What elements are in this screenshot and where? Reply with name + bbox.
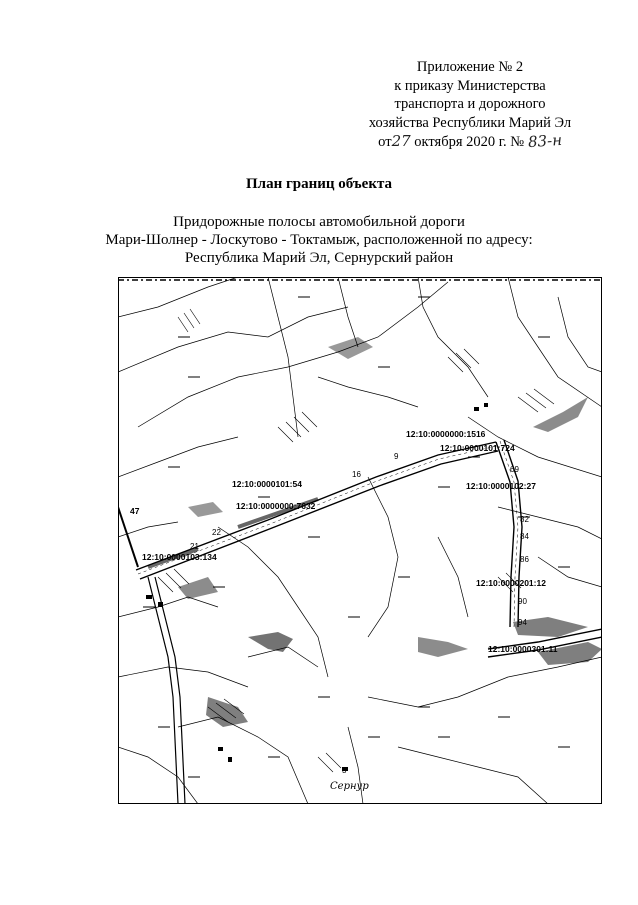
order-number-handwritten: 83-н xyxy=(527,130,563,152)
annex-line-3: транспорта и дорожного xyxy=(394,96,546,112)
cadastral-label: 12:10:0000101:724 xyxy=(440,443,515,453)
page-subtitle xyxy=(0,213,638,267)
cadastral-label: 12:10:0000000:1516 xyxy=(406,429,486,439)
point-label: 21 xyxy=(190,542,199,551)
date-day-handwritten: 27 xyxy=(391,132,411,150)
point-label: 94 xyxy=(518,618,527,627)
annex-line-4: хозяйства Республики Марий Эл xyxy=(368,114,572,131)
cadastral-label: 12:10:0000201:12 xyxy=(476,578,546,588)
town-mark: 3 xyxy=(342,766,347,775)
annex-date-line xyxy=(350,132,590,152)
boundary-plan-map xyxy=(118,277,602,804)
map-frame xyxy=(119,278,602,804)
point-label: 47 xyxy=(130,506,140,516)
date-rest: октября 2020 г. № xyxy=(414,134,525,150)
cadastral-label: 12:10:0000102:27 xyxy=(466,481,536,491)
annex-line-1: Приложение № 2 xyxy=(416,59,524,75)
subtitle-line-1: Придорожные полосы автомобильной дороги xyxy=(173,214,465,230)
page-title: План границ объекта xyxy=(245,176,393,192)
date-prefix: от xyxy=(378,134,392,150)
point-label: 90 xyxy=(518,597,527,606)
point-label: 69 xyxy=(510,465,519,474)
cadastral-label: 12:10:0000000:7632 xyxy=(236,501,316,511)
annex-line-2: к приказу Министерства xyxy=(394,77,546,94)
point-label: 16 xyxy=(352,470,361,479)
point-label: 84 xyxy=(520,532,529,541)
cadastral-label: 12:10:0000301:11 xyxy=(488,644,558,654)
town-label: Сернур xyxy=(330,781,369,792)
point-label: 9 xyxy=(394,452,399,461)
cadastral-label: 12:10:0000101:54 xyxy=(232,479,302,489)
subtitle-line-2: Мари-Шолнер - Лоскутово - Токтамыж, расположенной по адресу: xyxy=(105,232,533,248)
point-label: 86 xyxy=(520,555,529,564)
cadastral-label: 12:10:0000103:134 xyxy=(142,552,217,562)
point-label: 22 xyxy=(212,528,221,537)
map-drawing xyxy=(118,277,602,804)
point-label: 82 xyxy=(520,515,529,524)
subtitle-line-3: Республика Марий Эл, Сернурский район xyxy=(184,250,454,266)
annex-header xyxy=(350,58,590,152)
